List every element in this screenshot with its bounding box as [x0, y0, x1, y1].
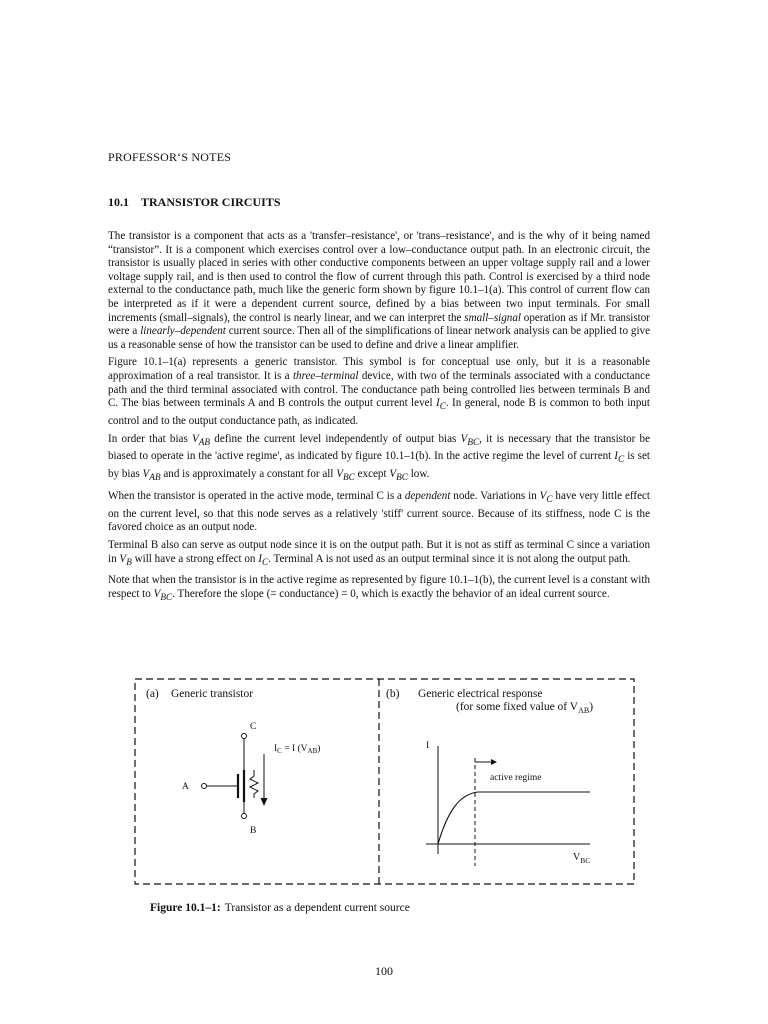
- current-arrow-icon: [261, 798, 268, 806]
- paragraph-1: The transistor is a component that acts as a 'transfer–resistance', or 'trans–resistance', and is the why of it being named “transistor”. It is a component which exercises control over a low–conductance output path. In an electronic circuit, the transistor is usually placed in series with other conductive components between an upper voltage supply rail and a lower voltage supply rail, and is then used to control the flow of current through this path. Control is exercised by a third node external to the conductance path, much like the generic form shown by figure 10.1–1(a). This control of current flow can be interpreted as if it were a dependent current source, defined by a bias between two input terminals. For small increments (small–signals), the control is nearly linear, and we can interpret the small–signal operation as if Mr. transistor were a linearly–dependent current source. Then all of the simplifications of linear network analysis can be applied to give us a reasonable sense of how the transistor can be used to define and drive a linear amplifier.: [108, 230, 650, 351]
- figure-svg: [134, 678, 636, 886]
- variable-resistor-icon: [250, 770, 258, 798]
- paragraph-2: Figure 10.1–1(a) represents a generic transistor. This symbol is for conceptual use only, but it is a reasonable approximation of a real transistor. It is a three–terminal device, with two of the terminals associated with a conductance path and the third terminal associated with control. The conductance path being controlled lies between terminals B and C. The bias between terminals A and B controls the output current level $I_C$. In general, node B is common to both input control and to the output conductance path, as indicated.: [108, 356, 650, 427]
- figure-caption: [150, 902, 410, 914]
- section-number: 10.1: [108, 195, 129, 209]
- current-equation: $I_C = I$ $(V_{AB})$: [274, 744, 321, 755]
- figure-10-1-1: [134, 678, 636, 886]
- page-header: PROFESSOR‘S NOTES: [108, 150, 232, 164]
- terminal-b-label: B: [250, 826, 257, 836]
- terminal-b-node: [242, 814, 247, 819]
- paragraph-6: Note that when the transistor is in the active regime as represented by figure 10.1–1(b), the current level is a constant with respect to $V_{BC}$. Therefore the slope (= conductance) = 0, which is exactly the behavior of an ideal current source.: [108, 574, 650, 604]
- panel-b-label: (b): [386, 688, 400, 700]
- panel-a-title: Generic transistor: [171, 688, 254, 700]
- page-number: 100: [375, 964, 393, 978]
- paragraph-5: Terminal B also can serve as output node since it is on the output path. But it is not as stiff as terminal C since a variation in $V_B$ will have a strong effect on $I_C$. Terminal A is not used as an output terminal since it is not along the output path.: [108, 538, 650, 568]
- section-title: [108, 195, 281, 210]
- paragraph-3: In order that bias $V_{AB}$ define the current level independently of output bias $V_{BC}$, it is necessary that the transistor be biased to operate in the 'active regime', as indicated by figure 10.1–1(b). In the active regime the level of current $I_C$ is set by bias $V_{AB}$ and is approximately a constant for all $V_{BC}$ except $V_{BC}$ low.: [108, 432, 651, 484]
- caption-text: Transistor as a dependent current source: [224, 902, 410, 914]
- panel-a-label: (a): [146, 688, 159, 700]
- right-arrow-icon: [491, 759, 497, 765]
- caption-label: Figure 10.1–1:: [150, 902, 221, 914]
- panel-b-title: Generic electrical response: [418, 688, 543, 700]
- terminal-c-label: C: [250, 722, 257, 732]
- active-regime-label: active regime: [490, 773, 542, 783]
- response-curve: [438, 792, 590, 844]
- section-title-text: TRANSISTOR CIRCUITS: [141, 195, 281, 209]
- x-axis-label: $V_{BC}$: [573, 852, 591, 865]
- terminal-c-node: [242, 734, 247, 739]
- terminal-a-label: A: [182, 782, 189, 792]
- panel-b-subtitle: (for some fixed value of $V_{AB}$): [456, 701, 594, 715]
- terminal-a-node: [202, 784, 207, 789]
- paragraph-4: When the transistor is operated in the active mode, terminal C is a dependent node. Variations in $V_C$ have very little effect on the current level, so that this node serves as a relatively 'stiff' current source. Because of its stiffness, node C is the favored choice as an output node.: [108, 489, 651, 534]
- body-text: [108, 230, 650, 610]
- y-axis-label: I: [426, 741, 430, 751]
